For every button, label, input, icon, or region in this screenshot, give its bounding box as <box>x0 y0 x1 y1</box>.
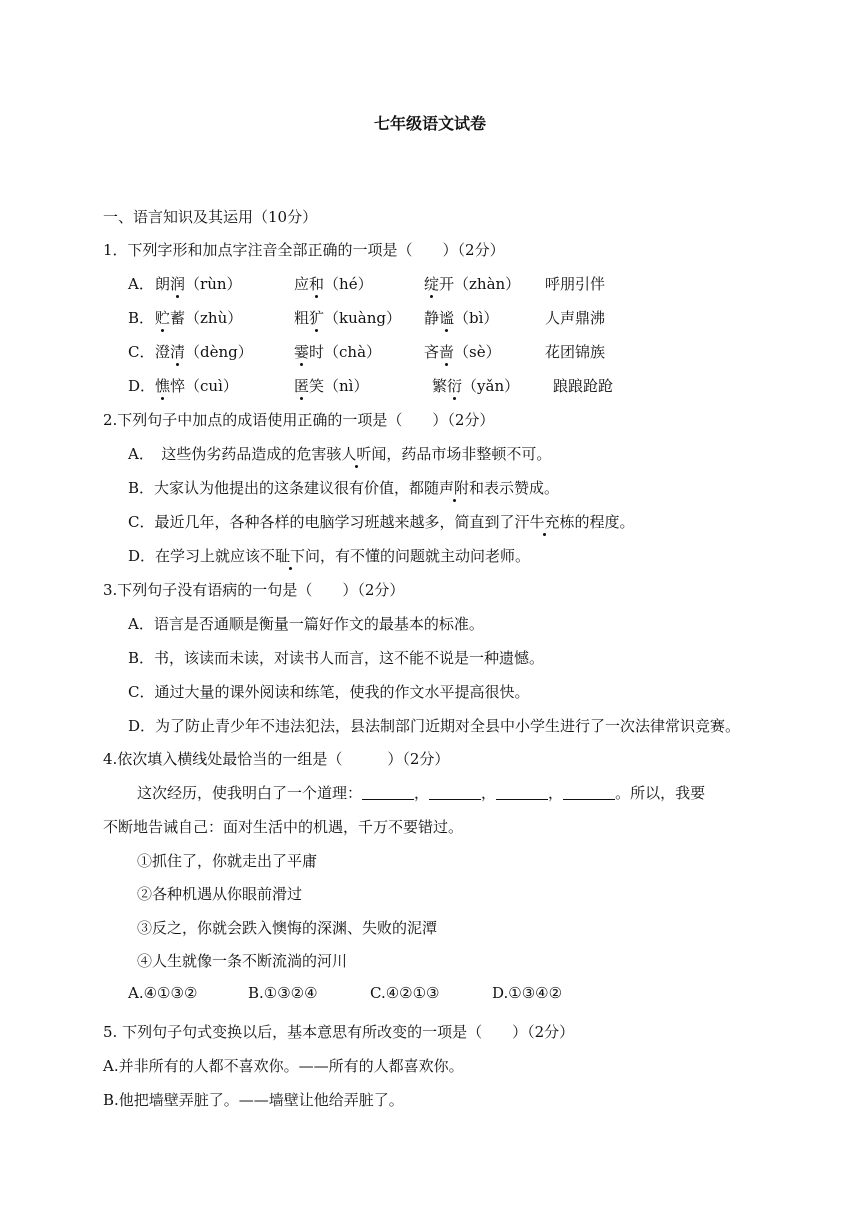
question-2-option-b: B．大家认为他提出的这条建议很有价值，都随声附和表示赞成。 <box>128 479 560 497</box>
answer-blank[interactable] <box>429 785 481 800</box>
question-1-stem: 1．下列字形和加点字注音全部正确的一项是（ ）（2分） <box>103 241 505 259</box>
question-2-stem: 2.下列句子中加点的成语使用正确的一项是（ ）（2分） <box>103 411 495 429</box>
question-4-passage-line2: 不断地告诫自己：面对生活中的机遇，千万不要错过。 <box>103 818 464 836</box>
section-heading: 一、语言知识及其运用（10分） <box>103 208 318 226</box>
option-item: 人声鼎沸 <box>545 309 606 327</box>
question-4-item: ②各种机遇从你眼前滑过 <box>137 885 303 903</box>
question-2-option-c: C．最近几年，各种各样的电脑学习班越来越多，简直到了汗牛充栋的程度。 <box>128 513 635 531</box>
option-label: B． <box>128 309 155 327</box>
question-5-option-a: A.并非所有的人都不喜欢你。——所有的人都喜欢你。 <box>103 1057 464 1075</box>
page-title: 七年级语文试卷 <box>373 114 486 133</box>
option-item: 花团锦族 <box>545 343 606 361</box>
question-4-choice-b: B.①③②④ <box>248 984 318 1002</box>
answer-blank[interactable] <box>496 785 548 800</box>
question-4-item: ①抓住了，你就走出了平庸 <box>137 852 318 870</box>
option-item: 呼朋引伴 <box>545 275 606 293</box>
question-3-option-b: B．书，该读而未读，对读书人而言，这不能不说是一种遗憾。 <box>128 649 545 667</box>
option-item: 繁衍（yǎn） <box>432 377 520 395</box>
option-item: 吝啬（sè） <box>424 343 501 361</box>
question-4-item: ④人生就像一条不断流淌的河川 <box>137 952 348 970</box>
option-label: D． <box>128 377 156 395</box>
question-5-option-b: B.他把墙壁弄脏了。——墙壁让他给弄脏了。 <box>103 1091 404 1109</box>
question-4-choice-c: C.④②①③ <box>370 984 440 1002</box>
answer-blank[interactable] <box>362 785 414 800</box>
question-4-item: ③反之，你就会跌入懊悔的深渊、失败的泥潭 <box>137 919 438 937</box>
option-item: 霎时（chà） <box>294 343 382 361</box>
option-label: A． <box>128 275 154 293</box>
option-item: 踉踉跄跄 <box>553 377 614 395</box>
question-3-option-a: A．语言是否通顺是衡量一篇好作文的最基本的标准。 <box>128 615 484 633</box>
option-label: C． <box>128 343 155 361</box>
answer-blank[interactable] <box>563 785 615 800</box>
question-3-stem: 3.下列句子没有语病的一句是（ ）（2分） <box>103 581 405 599</box>
question-4-choice-a: A.④①③② <box>128 984 198 1002</box>
option-item: 静谧（bì） <box>424 309 499 327</box>
option-item: 憔悴（cuì） <box>155 377 238 395</box>
option-item: 贮蓄（zhù） <box>155 309 243 327</box>
option-item: 澄清（dèng） <box>155 343 253 361</box>
option-item: 应和（hé） <box>294 275 373 293</box>
option-item: 朗润（rùn） <box>155 275 242 293</box>
question-4-choice-d: D.①③④② <box>492 984 563 1002</box>
question-2-option-a: A． 这些伪劣药品造成的危害骇人听闻，药品市场非整顿不可。 <box>128 445 552 463</box>
option-item: 匿笑（nì） <box>294 377 369 395</box>
question-2-option-d: D．在学习上就应该不耻下问，有不懂的问题就主动问老师。 <box>128 547 531 565</box>
question-4-stem: 4.依次填入横线处最恰当的一组是（ ）（2分） <box>103 750 450 768</box>
question-5-stem: 5. 下列句子句式变换以后，基本意思有所改变的一项是（ ）（2分） <box>103 1023 575 1041</box>
option-item: 绽开（zhàn） <box>424 275 521 293</box>
question-3-option-d: D．为了防止青少年不违法犯法，县法制部门近期对全县中小学生进行了一次法律常识竞赛。 <box>128 717 741 735</box>
question-4-passage: 这次经历，使我明白了一个道理： ， ， ， 。所以，我要 <box>137 784 706 802</box>
question-3-option-c: C．通过大量的课外阅读和练笔，使我的作文水平提高很快。 <box>128 683 530 701</box>
option-item: 粗犷（kuàng） <box>294 309 401 327</box>
